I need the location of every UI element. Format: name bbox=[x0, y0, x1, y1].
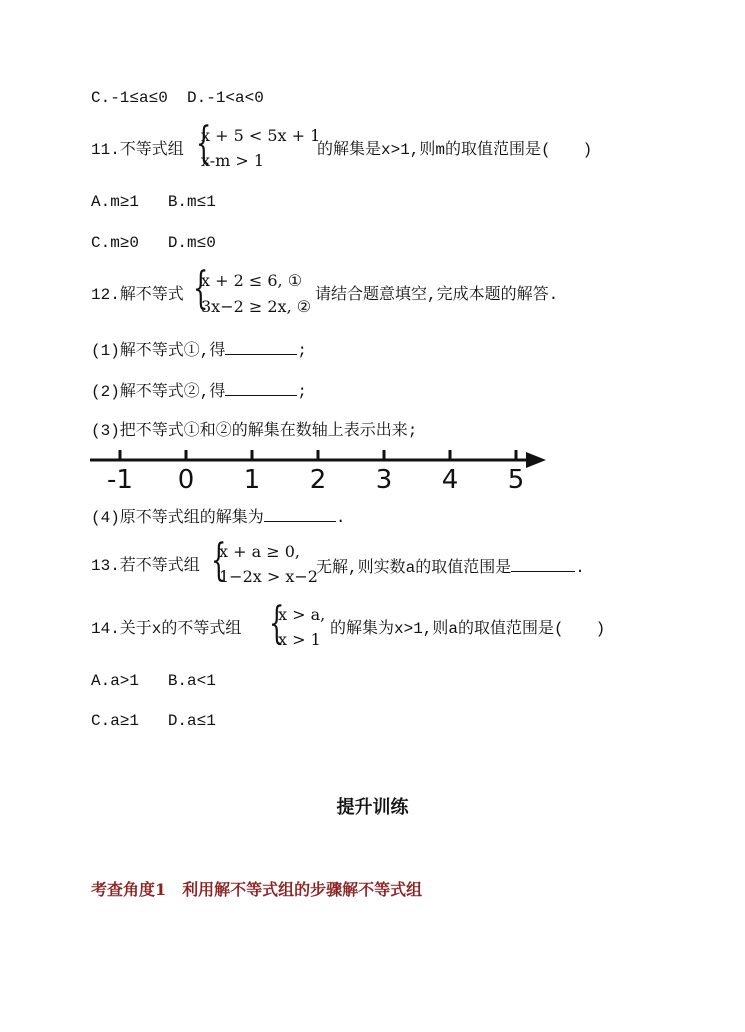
q14-prefix: 14.关于x的不等式组 bbox=[91, 620, 242, 638]
q13-brace: { bbox=[211, 535, 227, 586]
q12-part2-label: (2)解不等式②,得 bbox=[91, 383, 226, 401]
q11-options-ab bbox=[91, 192, 216, 212]
number-line-tick-label: 3 bbox=[375, 465, 393, 495]
q13-suffix-line bbox=[316, 556, 585, 578]
q12-part3: (3)把不等式①和②的解集在数轴上表示出来; bbox=[91, 422, 418, 440]
q12-row1: x + 2 ≤ 6, ① bbox=[201, 271, 303, 290]
q12-part2-blank[interactable] bbox=[225, 380, 297, 396]
q11-option-a: A.m≥1 bbox=[91, 193, 140, 211]
q13-row1: x + a ≥ 0, bbox=[219, 542, 300, 561]
q10-option-d: D.-1<a<0 bbox=[187, 89, 264, 107]
q12-brace: { bbox=[193, 263, 209, 314]
number-line-tick-label: 1 bbox=[243, 465, 261, 495]
number-line-tick-label: 5 bbox=[507, 465, 525, 495]
q10-options-cd bbox=[91, 88, 264, 108]
q12-suffix: 请结合题意填空,完成本题的解答. bbox=[315, 286, 559, 304]
q14-suffix: 的解集为x>1,则a的取值范围是( ) bbox=[330, 620, 606, 638]
q13-blank[interactable] bbox=[511, 556, 575, 572]
q12-part2-end: ; bbox=[297, 383, 308, 401]
q11-option-d: D.m≤0 bbox=[167, 234, 216, 252]
number-line-tick-label: 0 bbox=[177, 465, 195, 495]
q14-options-ab bbox=[91, 671, 216, 691]
q12-row2: 3x−2 ≥ 2x, ② bbox=[201, 297, 312, 316]
q10-option-c: C.-1≤a≤0 bbox=[91, 89, 168, 107]
q12-part4-blank[interactable] bbox=[264, 506, 336, 522]
q14-option-b: B.a<1 bbox=[167, 672, 216, 690]
q14-option-a: A.a>1 bbox=[91, 672, 140, 690]
q12-prefix: 12.解不等式 bbox=[91, 286, 184, 304]
category-heading: 考查角度1 利用解不等式组的步骤解不等式组 bbox=[91, 880, 423, 899]
number-line-tick-label: 4 bbox=[441, 465, 459, 495]
number-line-tick-label: 2 bbox=[309, 465, 327, 495]
q11-row2: x-m > 1 bbox=[201, 151, 265, 170]
q11-brace: { bbox=[196, 118, 212, 169]
q14-options-cd bbox=[91, 711, 216, 731]
q12-part1-blank[interactable] bbox=[225, 339, 297, 355]
q12-part4-label: (4)原不等式组的解集为 bbox=[91, 509, 264, 527]
q11-options-cd bbox=[91, 233, 216, 253]
number-line-ticks bbox=[107, 450, 524, 495]
q12-part1-end: ; bbox=[297, 342, 308, 360]
q13-end: . bbox=[575, 559, 585, 577]
q11-row1: x + 5 < 5x + 1 bbox=[201, 126, 321, 145]
q12-part2 bbox=[91, 380, 307, 402]
q13-prefix: 13.若不等式组 bbox=[91, 557, 200, 575]
q14-option-d: D.a≤1 bbox=[167, 712, 216, 730]
q14-row2: x > 1 bbox=[278, 630, 321, 649]
q11-option-b: B.m≤1 bbox=[167, 193, 216, 211]
q11-suffix: 的解集是x>1,则m的取值范围是( ) bbox=[317, 141, 593, 159]
q13-suffix: 无解,则实数a的取值范围是 bbox=[316, 559, 512, 577]
q14-option-c: C.a≥1 bbox=[91, 712, 140, 730]
q14-brace: { bbox=[269, 598, 285, 649]
q12-part1-label: (1)解不等式①,得 bbox=[91, 342, 226, 360]
q12-part4-end: . bbox=[335, 509, 346, 527]
q14-row1: x > a, bbox=[278, 605, 326, 624]
number-line-arrow bbox=[526, 452, 546, 468]
q12-part4 bbox=[91, 506, 345, 528]
q11-prefix: 11.不等式组 bbox=[91, 141, 184, 159]
section-title: 提升训练 bbox=[336, 797, 409, 818]
q11-option-c: C.m≥0 bbox=[91, 234, 140, 252]
q13-row2: 1−2x > x−2 bbox=[219, 567, 318, 586]
number-line-tick-label: -1 bbox=[107, 465, 133, 495]
number-line bbox=[88, 446, 558, 496]
q12-part1 bbox=[91, 339, 307, 361]
